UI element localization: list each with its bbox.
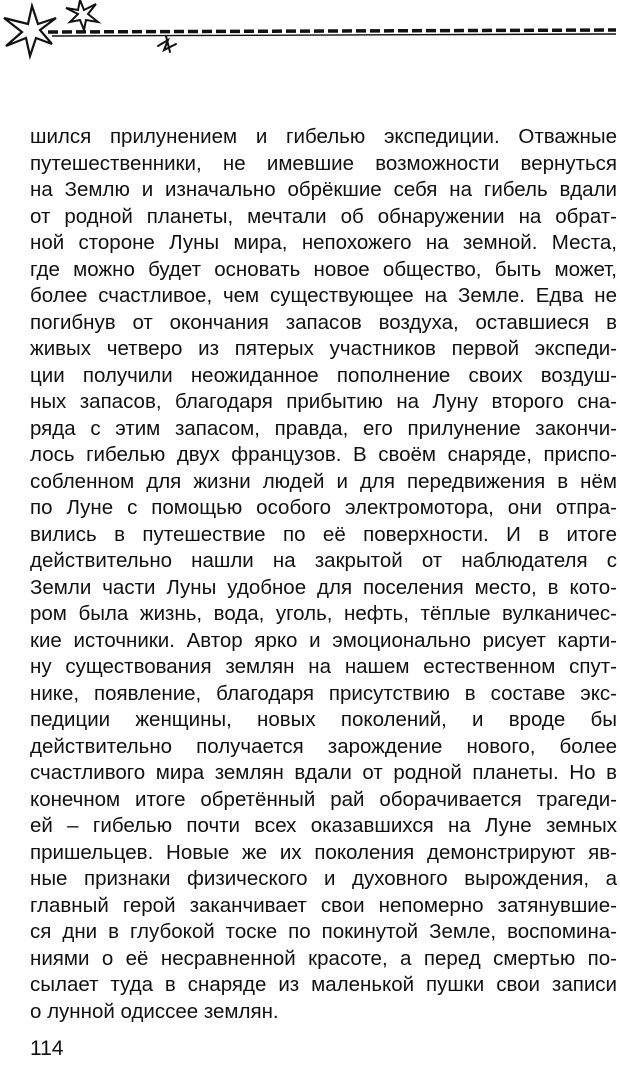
text-line: ниями о её несравненной красоте, а перед смертью по-	[30, 946, 617, 970]
text-line: собленном для жизни людей и для передвижения в нём	[30, 469, 617, 493]
body-text	[30, 124, 617, 1025]
text-line: по Луне с помощью особого электромотора, они отпра-	[30, 496, 617, 519]
text-line: ных запасов, благодаря прибытию на Луну второго сна-	[30, 390, 617, 413]
text-line: ряда с этим запасом, правда, его прилунение закончи-	[30, 416, 617, 440]
text-line: лось гибелью двух французов. В своём снаряде, приспо-	[30, 443, 617, 466]
text-line: действительно нашли на закрытой от наблюдателя с	[30, 549, 617, 572]
text-line: ные признаки физического и духовного вырождения, а	[30, 867, 617, 890]
text-line: живых четверо из пятерых участников первой экспеди-	[30, 337, 617, 360]
stars-and-dashed-line-icon	[0, 0, 620, 70]
text-line: нике, появление, благодаря присутствию в составе экс-	[30, 681, 617, 705]
tiny-star-icon	[158, 36, 176, 52]
text-line: конечном итоге обретённый рай оборачивается трагеди-	[30, 787, 617, 811]
text-line: действительно получается зарождение нового, более	[30, 734, 617, 758]
text-line: вились в путешествие по её поверхности. И в итоге	[30, 522, 617, 546]
text-line: погибнув от окончания запасов воздуха, оставшиеся в	[30, 310, 617, 334]
text-line: ей – гибелью почти всех оказавшихся на Луне земных	[30, 814, 617, 837]
dashed-rule	[48, 30, 616, 32]
text-line: сылает туда в снаряде из маленькой пушки свои записи	[30, 973, 617, 996]
text-line: пришельцев. Новые же их поколения демонстрируют яв-	[30, 840, 617, 864]
text-line: ну существования землян на нашем естественном спут-	[30, 655, 617, 678]
thin-rule	[52, 34, 616, 36]
small-star-icon	[66, 0, 98, 30]
text-line: путешественники, не имевшие возможности вернуться	[30, 151, 617, 175]
text-line: ции получили неожиданное пополнение своих воздуш-	[30, 363, 617, 387]
text-line: от родной планеты, мечтали об обнаружении на обрат-	[30, 204, 617, 228]
text-line: ром была жизнь, вода, уголь, нефть, тёплые вулканичес-	[30, 602, 617, 625]
text-line: о лунной одиссее землян.	[30, 999, 279, 1023]
text-line: педиции женщины, новых поколений, и вроде бы	[30, 708, 617, 731]
text-line: где можно будет основать новое общество, быть может,	[30, 257, 617, 281]
text-line: ной стороне Луны мира, непохожего на земной. Места,	[30, 231, 617, 254]
text-line: главный герой заканчивает свои непомерно затянувшие-	[30, 893, 617, 917]
text-line: Земли части Луны удобное для поселения место, в кото-	[30, 575, 617, 599]
page-number: 114	[30, 1037, 64, 1060]
text-line: счастливого мира землян вдали от родной планеты. Но в	[30, 761, 617, 784]
text-line: кие источники. Автор ярко и эмоционально рисует карти-	[30, 628, 617, 652]
text-line: на Землю и изначально обрёкшие себя на гибель вдали	[30, 178, 617, 201]
text-line: ся дни в глубокой тоске по покинутой Земле, воспомина-	[30, 920, 617, 943]
text-line: более счастливое, чем существующее на Земле. Едва не	[30, 284, 617, 307]
text-line: шился прилунением и гибелью экспедиции. Отважные	[30, 125, 617, 148]
